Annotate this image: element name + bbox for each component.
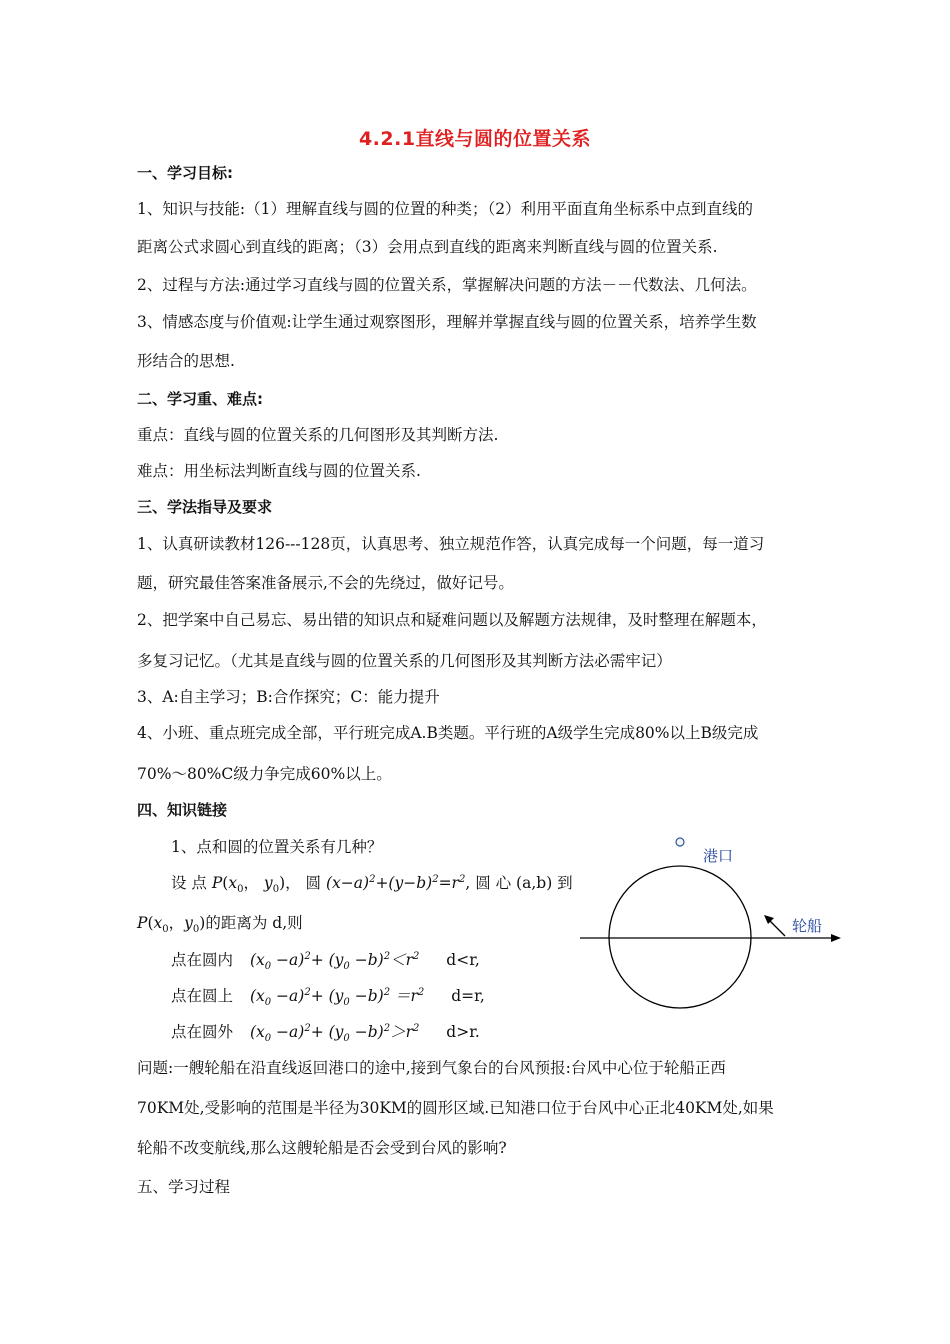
case-on-label: 点在圆上	[171, 987, 234, 1005]
ship-label: 轮船	[792, 917, 823, 935]
route-arrowhead	[831, 934, 841, 942]
s2-line-1: 重点：直线与圆的位置关系的几何图形及其判断方法.	[137, 426, 499, 444]
s4-question-1: 1、点和圆的位置关系有几种？	[171, 838, 383, 856]
case-inside-cond: d<r,	[446, 951, 480, 969]
section-1-heading: 一、学习目标:	[137, 164, 233, 182]
section-4-heading: 四、知识链接	[137, 801, 228, 819]
s3-line-2: 题，研究最佳答案准备展示,不会的先绕过，做好记号。	[137, 574, 514, 592]
page-title: 4.2.1直线与圆的位置关系	[358, 128, 592, 150]
formula-point-p-2: P	[137, 914, 148, 932]
case-outside-cond: d>r.	[446, 1023, 480, 1041]
case-outside	[171, 1022, 480, 1045]
s1-line-4: 3、情感态度与价值观:让学生通过观察图形，理解并掌握直线与圆的位置关系，培养学生数	[137, 313, 757, 331]
case-outside-formula: $(x_0 -a)^2+ (y_0 -b)^2>r^2$	[249, 1022, 420, 1045]
s4-setup-line: 设 点 $P(x_0$， $y_0$)， 圆 $(x-a)^2+(y-b)^2=r^2$, 圆 心 (a,b) 到	[171, 873, 573, 896]
typhoon-circle	[609, 866, 751, 1008]
s1-line-5: 形结合的思想.	[137, 352, 235, 370]
problem-line-3: 轮船不改变航线,那么这艘轮船是否会受到台风的影响?	[137, 1139, 507, 1157]
s3-line-7: 70%～80%C级力争完成60%以上。	[137, 765, 392, 783]
typhoon-figure	[575, 830, 845, 1020]
port-label: 港口	[703, 847, 734, 865]
port-point	[676, 838, 684, 846]
section-3-heading: 三、学法指导及要求	[137, 498, 273, 516]
problem-line-2: 70KM处,受影响的范围是半径为30KM的圆形区域.已知港口位于台风中心正北40KM处,如果	[137, 1099, 774, 1117]
setup-text-b: ， 圆	[285, 874, 326, 892]
s3-line-4: 多复习记忆。（尤其是直线与圆的位置关系的几何图形及其判断方法必需牢记）	[137, 652, 672, 670]
s1-line-2: 距离公式求圆心到直线的距离；（3）会用点到直线的距离来判断直线与圆的位置关系.	[137, 238, 718, 256]
formula-point-p: P	[211, 874, 223, 892]
case-on-formula: $(x_0 -a)^2+ (y_0 -b)^2 =r^2$	[249, 986, 425, 1009]
s3-line-1: 1、认真研读教材126---128页，认真思考、独立规范作答，认真完成每一个问题，每一道习	[137, 535, 765, 553]
s3-line-3: 2、把学案中自己易忘、易出错的知识点和疑难问题以及解题方法规律，及时整理在解题本，	[137, 611, 767, 629]
setup-text-c: , 圆 心 (a,b) 到	[465, 874, 573, 892]
problem-line-1: 问题:一艘轮船在沿直线返回港口的途中,接到气象台的台风预报:台风中心位于轮船正西	[137, 1059, 726, 1077]
setup-text-a: 设 点	[171, 874, 212, 892]
case-outside-label: 点在圆外	[171, 1023, 234, 1041]
section-5-heading: 五、学习过程	[137, 1178, 231, 1196]
s1-line-1: 1、知识与技能:（1）理解直线与圆的位置的种类；（2）利用平面直角坐标系中点到直线的	[137, 200, 754, 218]
s4-setup-line-2: $P(x_0$，$y_0$)的距离为 d,则	[137, 914, 303, 936]
s3-line-5: 3、A:自主学习；B:合作探究；C：能力提升	[137, 688, 440, 706]
case-inside	[171, 950, 480, 973]
s2-line-2: 难点：用坐标法判断直线与圆的位置关系.	[137, 462, 421, 480]
case-on	[171, 986, 485, 1009]
formula-circle-equation: $(x-a)^2+(y-b)^2=r^2$	[325, 873, 466, 892]
setup2-text: 的距离为 d,则	[205, 914, 303, 932]
s1-line-3: 2、过程与方法:通过学习直线与圆的位置关系，掌握解决问题的方法－－代数法、几何法。	[137, 276, 757, 294]
s3-line-6: 4、小班、重点班完成全部，平行班完成A.B类题。平行班的A级学生完成80%以上B级完成	[137, 724, 759, 742]
case-inside-formula: $(x_0 -a)^2+ (y_0 -b)^2<r^2$	[249, 950, 420, 973]
section-2-heading: 二、学习重、难点:	[137, 390, 263, 408]
case-inside-label: 点在圆内	[171, 951, 234, 969]
case-on-cond: d=r,	[451, 987, 485, 1005]
